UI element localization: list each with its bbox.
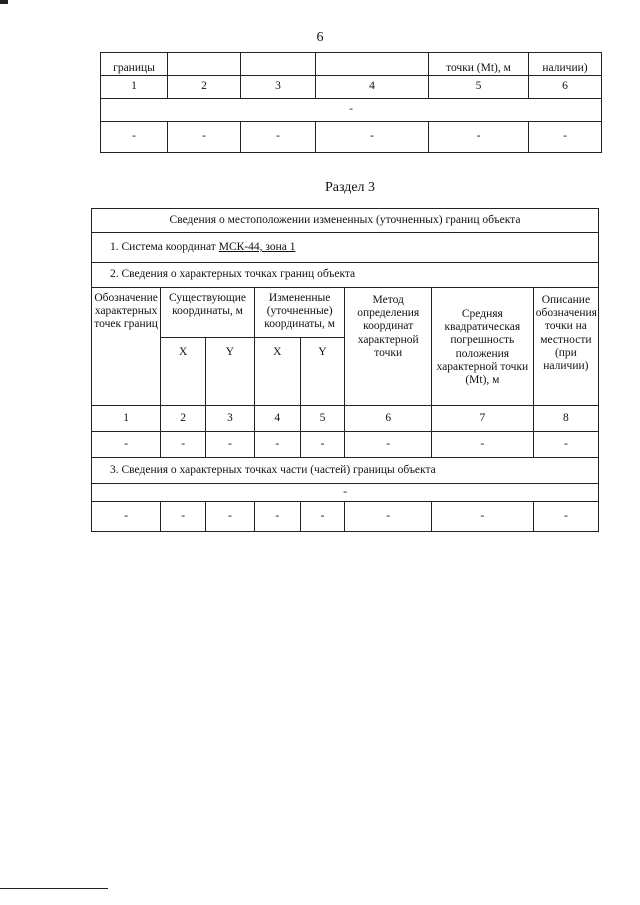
table-cell: 6 bbox=[345, 406, 432, 432]
table-cell: X bbox=[254, 338, 300, 406]
table-cell: - bbox=[533, 502, 598, 532]
table-cell: Y bbox=[206, 338, 255, 406]
table-cell: - bbox=[101, 99, 602, 122]
table-row bbox=[92, 458, 599, 484]
col-error: Средняя квадратическая погрешность положения характерной точки (Mt), м bbox=[431, 288, 533, 406]
col-changed: Измененные (уточненные) координаты, м bbox=[254, 288, 345, 338]
table-cell: - bbox=[300, 502, 345, 532]
table-row bbox=[101, 99, 602, 122]
table-cell: - bbox=[92, 432, 161, 458]
points-heading: 2. Сведения о характерных точках границ объекта bbox=[92, 263, 599, 288]
coord-system-value: МСК-44, зона 1 bbox=[218, 240, 296, 253]
table-cell: 3 bbox=[206, 406, 255, 432]
table-row bbox=[92, 233, 599, 263]
table-cell: - bbox=[241, 122, 316, 153]
table-cell: 5 bbox=[429, 76, 529, 99]
table-row bbox=[92, 263, 599, 288]
table-cell: 2 bbox=[168, 76, 241, 99]
table-cell: X bbox=[161, 338, 206, 406]
table-row bbox=[101, 76, 602, 99]
table-cell bbox=[168, 53, 241, 76]
table-row bbox=[92, 432, 599, 458]
col-designation: Обозначение характерных точек границ bbox=[92, 288, 161, 406]
table-cell: границы bbox=[101, 53, 168, 76]
table-cell: 7 bbox=[431, 406, 533, 432]
table-cell: - bbox=[206, 502, 255, 532]
table-cell: 6 bbox=[529, 76, 602, 99]
footnote-separator bbox=[0, 888, 108, 889]
boundary-points-table bbox=[91, 208, 599, 532]
table-cell: - bbox=[161, 502, 206, 532]
table-cell: - bbox=[168, 122, 241, 153]
table-cell: 3 bbox=[241, 76, 316, 99]
table-row bbox=[92, 288, 599, 338]
table-cell: - bbox=[300, 432, 345, 458]
col-method: Метод определения координат характерной точки bbox=[345, 288, 432, 406]
top-edge-mark bbox=[0, 0, 8, 4]
coord-system-label: 1. Система координат bbox=[110, 240, 219, 253]
table-cell: 5 bbox=[300, 406, 345, 432]
table-cell: 8 bbox=[533, 406, 598, 432]
table-cell: - bbox=[431, 432, 533, 458]
table-cell: - bbox=[345, 432, 432, 458]
table-cell: - bbox=[345, 502, 432, 532]
table-cell: - bbox=[429, 122, 529, 153]
table-cell: точки (Mt), м bbox=[429, 53, 529, 76]
table-cell: - bbox=[92, 502, 161, 532]
table-cell: 2 bbox=[161, 406, 206, 432]
col-existing: Существующие координаты, м bbox=[161, 288, 255, 338]
table-row bbox=[101, 53, 602, 76]
table-cell: 4 bbox=[254, 406, 300, 432]
table-cell: - bbox=[254, 432, 300, 458]
table-row bbox=[92, 406, 599, 432]
table-cell: - bbox=[529, 122, 602, 153]
table-cell: Y bbox=[300, 338, 345, 406]
table-row bbox=[92, 502, 599, 532]
part-heading: 3. Сведения о характерных точках части (частей) границы объекта bbox=[92, 458, 599, 484]
table-cell bbox=[316, 53, 429, 76]
table-cell: - bbox=[431, 502, 533, 532]
table-cell: 1 bbox=[101, 76, 168, 99]
table-cell: - bbox=[533, 432, 598, 458]
table-cell: - bbox=[316, 122, 429, 153]
coord-system-row bbox=[92, 233, 599, 263]
table-cell bbox=[241, 53, 316, 76]
table-cell: наличии) bbox=[529, 53, 602, 76]
page-number: 6 bbox=[316, 30, 324, 45]
table-row bbox=[92, 484, 599, 502]
table-cell: - bbox=[161, 432, 206, 458]
table-cell: - bbox=[101, 122, 168, 153]
col-description: Описание обозначения точки на местности (при наличии) bbox=[533, 288, 598, 406]
table-cell: 1 bbox=[92, 406, 161, 432]
table-row bbox=[101, 122, 602, 153]
table-cell: - bbox=[254, 502, 300, 532]
table-row bbox=[92, 209, 599, 233]
table-title: Сведения о местоположении измененных (уточненных) границ объекта bbox=[92, 209, 599, 233]
table-cell: 4 bbox=[316, 76, 429, 99]
section-title: Раздел 3 bbox=[324, 180, 376, 195]
table-cell: - bbox=[92, 484, 599, 502]
continued-table bbox=[100, 52, 602, 153]
table-cell: - bbox=[206, 432, 255, 458]
